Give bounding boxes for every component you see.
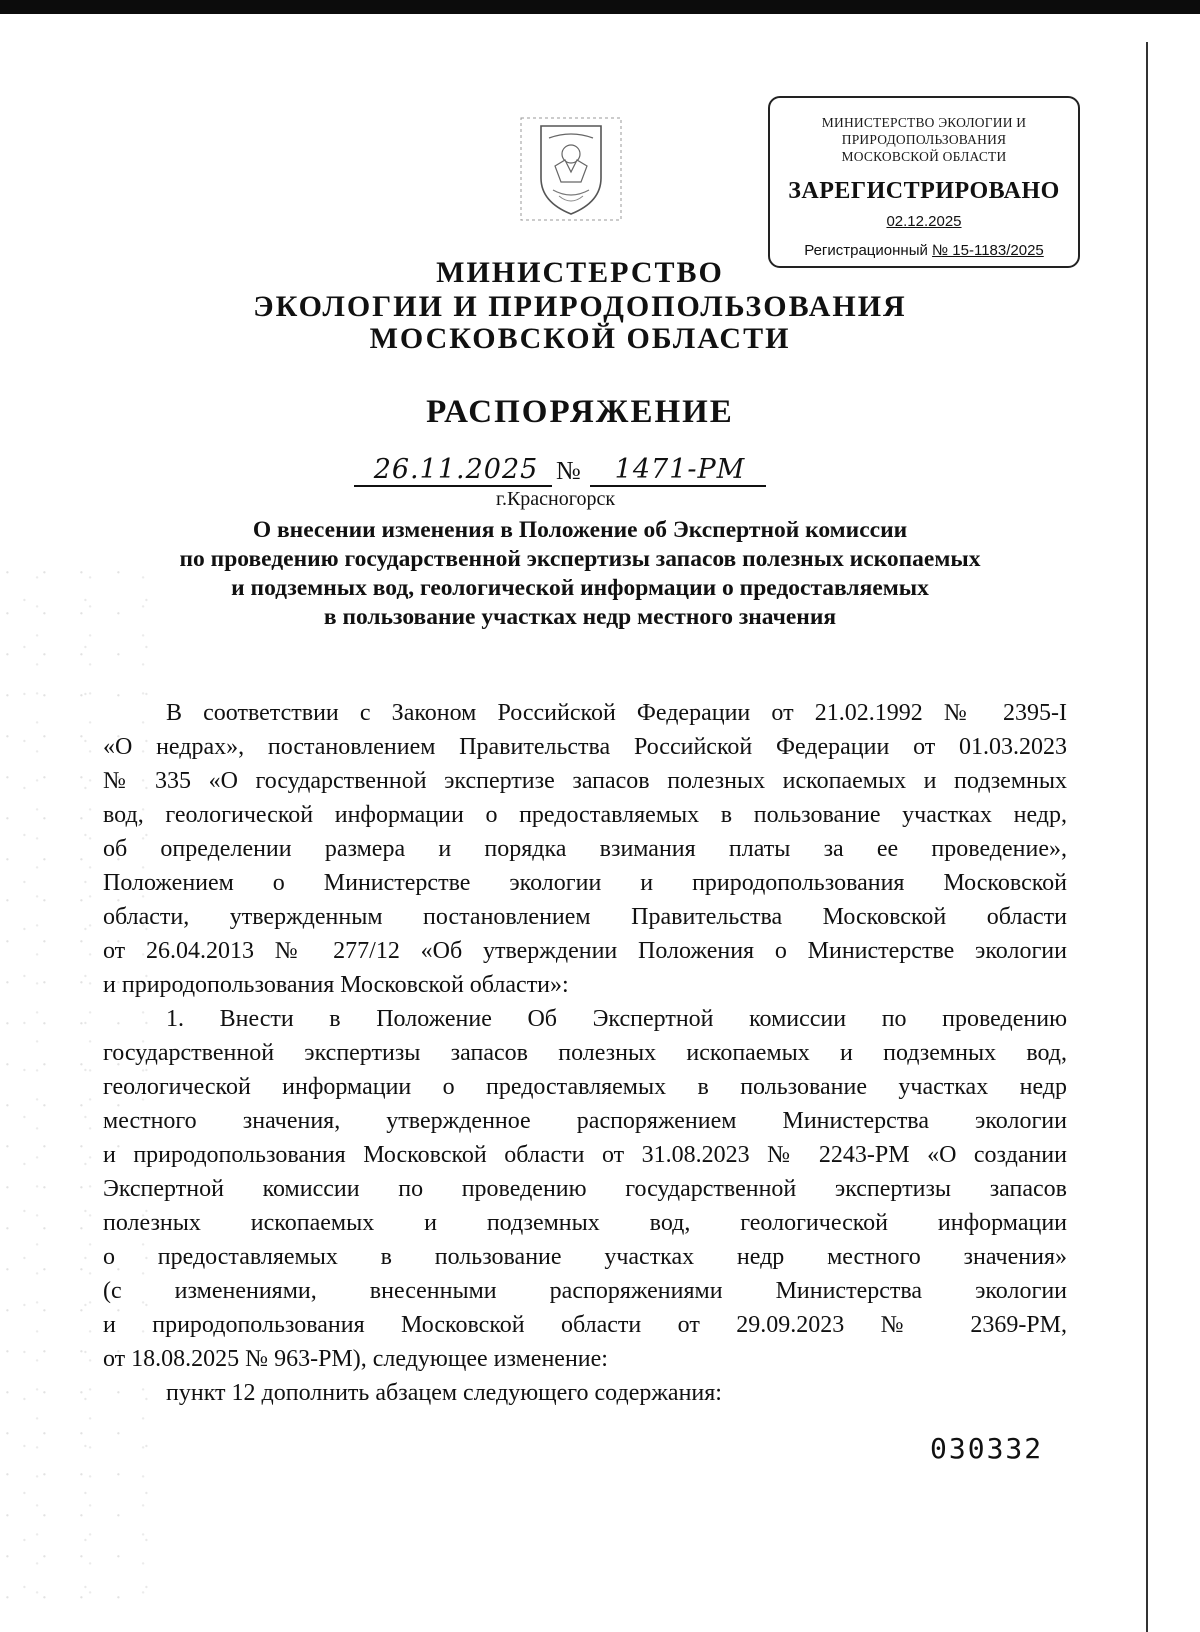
date-underline bbox=[354, 485, 552, 487]
subject-line: и подземных вод, геологической информации о предоставляемых bbox=[231, 575, 929, 601]
stamp-organization bbox=[770, 114, 1078, 165]
body-line: № 335 «О государственной экспертизе запасов полезных ископаемых и подземных bbox=[103, 768, 1067, 794]
ministry-title-line: ЭКОЛОГИИ И ПРИРОДОПОЛЬЗОВАНИЯ bbox=[253, 290, 907, 323]
number-underline bbox=[590, 485, 766, 487]
body-line: о предоставляемых в пользование участках недр местного значения» bbox=[103, 1244, 1067, 1270]
ministry-title-line: МИНИСТЕРСТВО bbox=[436, 256, 724, 289]
body-line: от 18.08.2025 № 963-РМ), следующее изменение: bbox=[103, 1346, 608, 1372]
body-line: и природопользования Московской области»: bbox=[103, 972, 569, 998]
subject-line: в пользование участках недр местного значения bbox=[323, 604, 837, 630]
stamp-org-line: МОСКОВСКОЙ ОБЛАСТИ bbox=[841, 149, 1007, 164]
scan-top-edge bbox=[0, 0, 1200, 14]
scan-right-edge bbox=[1146, 42, 1148, 1632]
stamp-org-line: ПРИРОДОПОЛЬЗОВАНИЯ bbox=[841, 132, 1007, 147]
body-line: и природопользования Московской области от 29.09.2023 № 2369-РМ, bbox=[103, 1312, 1067, 1338]
document-number: 1471-РМ bbox=[614, 454, 746, 485]
body-line: Экспертной комиссии по проведению государственной экспертизы запасов bbox=[103, 1176, 1067, 1202]
body-line: местного значения, утвержденное распоряжением Министерства экологии bbox=[103, 1108, 1067, 1134]
body-line: области, утвержденным постановлением Правительства Московской области bbox=[103, 904, 1067, 930]
subject-line: О внесении изменения в Положение об Экспертной комиссии bbox=[252, 517, 908, 543]
registration-stamp bbox=[768, 96, 1080, 268]
body-line: «О недрах», постановлением Правительства Российской Федерации от 01.03.2023 bbox=[103, 734, 1067, 760]
body-line: и природопользования Московской области от 31.08.2023 № 2243-РМ «О создании bbox=[103, 1142, 1067, 1168]
document-city: г.Красногорск bbox=[496, 488, 616, 510]
body-line: геологической информации о предоставляемых в пользование участках недр bbox=[103, 1074, 1067, 1100]
stamp-date: 02.12.2025 bbox=[886, 213, 962, 230]
body-line: 1. Внести в Положение Об Экспертной комиссии по проведению bbox=[166, 1006, 1067, 1032]
body-line: полезных ископаемых и подземных вод, геологической информации bbox=[103, 1210, 1067, 1236]
body-line: об определении размера и порядка взимания платы за ее проведение», bbox=[103, 836, 1067, 862]
subject-line: по проведению государственной экспертизы запасов полезных ископаемых bbox=[179, 546, 981, 572]
page-code: 030332 bbox=[930, 1432, 1044, 1465]
number-sign: № bbox=[556, 456, 581, 485]
stamp-org-line: МИНИСТЕРСТВО ЭКОЛОГИИ И bbox=[821, 115, 1027, 130]
body-line: от 26.04.2013 № 277/12 «Об утверждении Положения о Министерстве экологии bbox=[103, 938, 1067, 964]
ministry-title-line: МОСКОВСКОЙ ОБЛАСТИ bbox=[369, 322, 791, 355]
coat-of-arms-icon bbox=[519, 116, 623, 222]
body-line: Положением о Министерстве экологии и природопользования Московской bbox=[103, 870, 1067, 896]
stamp-reg-label: Регистрационный bbox=[804, 242, 933, 259]
document-type: РАСПОРЯЖЕНИЕ bbox=[426, 394, 734, 430]
document-subject bbox=[110, 516, 1050, 632]
stamp-registered: ЗАРЕГИСТРИРОВАНО bbox=[788, 178, 1060, 204]
body-line: В соответствии с Законом Российской Федерации от 21.02.1992 № 2395-I bbox=[166, 700, 1067, 726]
body-line: государственной экспертизы запасов полезных ископаемых и подземных вод, bbox=[103, 1040, 1067, 1066]
body-line: пункт 12 дополнить абзацем следующего содержания: bbox=[166, 1380, 722, 1406]
body-line: вод, геологической информации о предоставляемых в пользование участках недр, bbox=[103, 802, 1067, 828]
body-line: (с изменениями, внесенными распоряжениями Министерства экологии bbox=[103, 1278, 1067, 1304]
stamp-reg-number: № 15-1183/2025 bbox=[932, 242, 1044, 259]
document-date: 26.11.2025 bbox=[373, 454, 539, 485]
